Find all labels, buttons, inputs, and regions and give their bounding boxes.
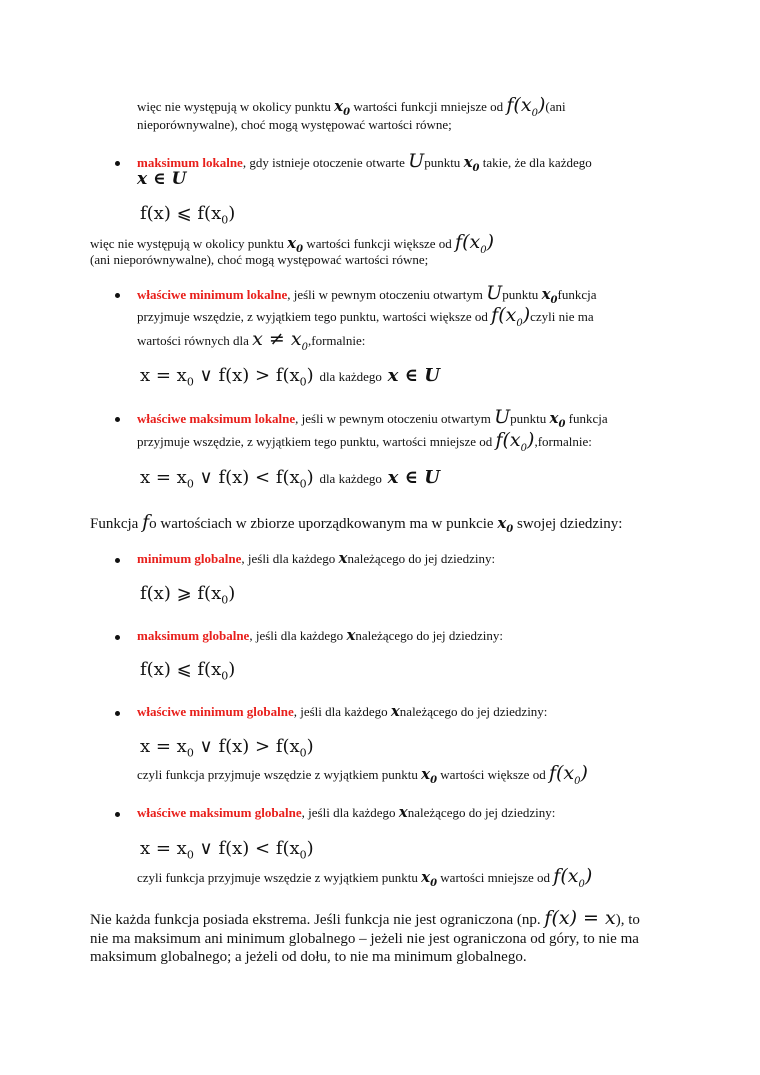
term-wlasciwe-maksimum-lokalne: właściwe maksimum lokalne <box>137 411 296 426</box>
equation: f(x) ⩽ $f(x_0)$ <box>140 659 236 683</box>
equation: f(x) ⩽ $f(x_0)$ <box>140 203 236 227</box>
text-line: więc nie występują w okolicy punktu $x_0$ wartości funkcji mniejsze od $f(x_0)(ani$ <box>137 94 566 119</box>
math-x0: $x_0$ <box>541 285 558 306</box>
paragraph-line: nie ma maksimum ani minimum globalnego – jeżeli nie jest ograniczona od góry, to nie ma <box>90 931 639 947</box>
equation: $x = x_0$ ∨ $f(x) < f(x_0)$ <box>140 838 314 862</box>
math-x0: $x_0$ <box>497 514 514 535</box>
list-item: maksimum lokalne, gdy istnieje otoczenie otwarte Upunktu $x_0$ takie, że dla każdego <box>137 150 592 174</box>
math-x0: $x_0$ <box>287 234 304 255</box>
math-x0: $x_0$ <box>421 765 438 786</box>
term-maksimum-lokalne: maksimum lokalne <box>137 155 243 170</box>
bullet <box>115 711 120 716</box>
text-line: (ani nieporównywalne), choć mogą występować wartości równe; <box>90 252 429 267</box>
bullet <box>115 293 120 298</box>
math-fx0: $f(x_0)$ <box>553 865 593 890</box>
text-line: nieporównywalne), choć mogą występować wartości równe; <box>137 117 452 132</box>
math-condition: x ∈ U <box>137 169 187 189</box>
math-x0: $x_0$ <box>549 409 566 430</box>
math-fx0: $f(x_0)$ <box>548 762 588 787</box>
term-wlasciwe-maksimum-globalne: właściwe maksimum globalne <box>137 805 302 820</box>
bullet <box>115 161 120 166</box>
paragraph-line: maksimum globalnego; a jeżeli od dołu, to nie ma minimum globalnego. <box>90 949 527 965</box>
math-fx0: $f(x_0)$ <box>491 304 531 329</box>
text-line: przyjmuje wszędzie, z wyjątkiem tego punktu, wartości mniejsze od $f(x_0),formalnie$: <box>137 429 592 454</box>
math-neq: $x \ne x_0$ <box>252 328 308 353</box>
bullet <box>115 417 120 422</box>
bullet <box>115 635 120 640</box>
text-line: przyjmuje wszędzie, z wyjątkiem tego punktu, wartości większe od $f(x_0)czyli$ nie ma <box>137 304 594 329</box>
equation: $x = x_0$ ∨ $f(x) < f(x_0)$ dla każdego x ∈ U <box>140 467 440 491</box>
paragraph-line: Funkcja fo wartościach w zbiorze uporządkowanym ma w punkcie $x_0$ swojej dziedziny: <box>90 511 623 535</box>
math-U: U <box>486 282 503 304</box>
math-x0: $x_0$ <box>463 153 480 174</box>
term-wlasciwe-minimum-globalne: właściwe minimum globalne <box>137 704 294 719</box>
math-x0: $x_0$ <box>334 97 351 118</box>
equation: $x = x_0$ ∨ $f(x) > f(x_0)$ dla każdego x ∈ U <box>140 365 440 389</box>
equation: $x = x_0$ ∨ $f(x) > f(x_0)$ <box>140 736 314 760</box>
math-fx0: $f(x_0)$ <box>495 429 535 454</box>
math-fx0: $f(x_0)$ <box>455 231 495 256</box>
math-example: f(x) = x <box>544 907 616 929</box>
list-item: minimum globalne, jeśli dla każdego xnależącego do jej dziedziny: <box>137 549 496 567</box>
text-line: czyli funkcja przyjmuje wszędzie z wyjątkiem punktu $x_0$ wartości mniejsze od $f(x_0)$ <box>137 865 593 890</box>
bullet <box>115 558 120 563</box>
text-line: więc nie występują w okolicy punktu $x_0$ wartości funkcji większe od $f(x_0)$ <box>90 231 495 256</box>
text-line: czyli funkcja przyjmuje wszędzie z wyjątkiem punktu $x_0$ wartości większe od $f(x_0)$ <box>137 762 588 787</box>
math-U: U <box>494 406 511 428</box>
term-maksimum-globalne: maksimum globalne <box>137 628 250 643</box>
math-x0: $x_0$ <box>421 868 438 889</box>
math-fx0: $f(x_0)$ <box>506 94 546 119</box>
bullet <box>115 812 120 817</box>
term-wlasciwe-minimum-lokalne: właściwe minimum lokalne <box>137 287 288 302</box>
list-item: właściwe maksimum globalne, jeśli dla każdego xnależącego do jej dziedziny: <box>137 803 556 821</box>
list-item: maksimum globalne, jeśli dla każdego xnależącego do jej dziedziny: <box>137 626 504 644</box>
paragraph-line: Nie każda funkcja posiada ekstrema. Jeśli funkcja nie jest ograniczona (np. f(x) = x), to <box>90 907 640 929</box>
list-item: właściwe minimum globalne, jeśli dla każdego xnależącego do jej dziedziny: <box>137 702 548 720</box>
math-f: f <box>142 511 150 533</box>
list-item: właściwe maksimum lokalne, jeśli w pewnym otoczeniu otwartym Upunktu $x_0$ funkcja <box>137 406 608 430</box>
equation: f(x) ⩾ $f(x_0)$ <box>140 583 236 607</box>
term-minimum-globalne: minimum globalne <box>137 551 242 566</box>
text-line: wartości równych dla $x \ne x_0,formalnie$: <box>137 328 366 353</box>
math-U: U <box>408 150 425 172</box>
list-item: właściwe minimum lokalne, jeśli w pewnym otoczeniu otwartym Upunktu $x_0funkcja$ <box>137 282 597 306</box>
